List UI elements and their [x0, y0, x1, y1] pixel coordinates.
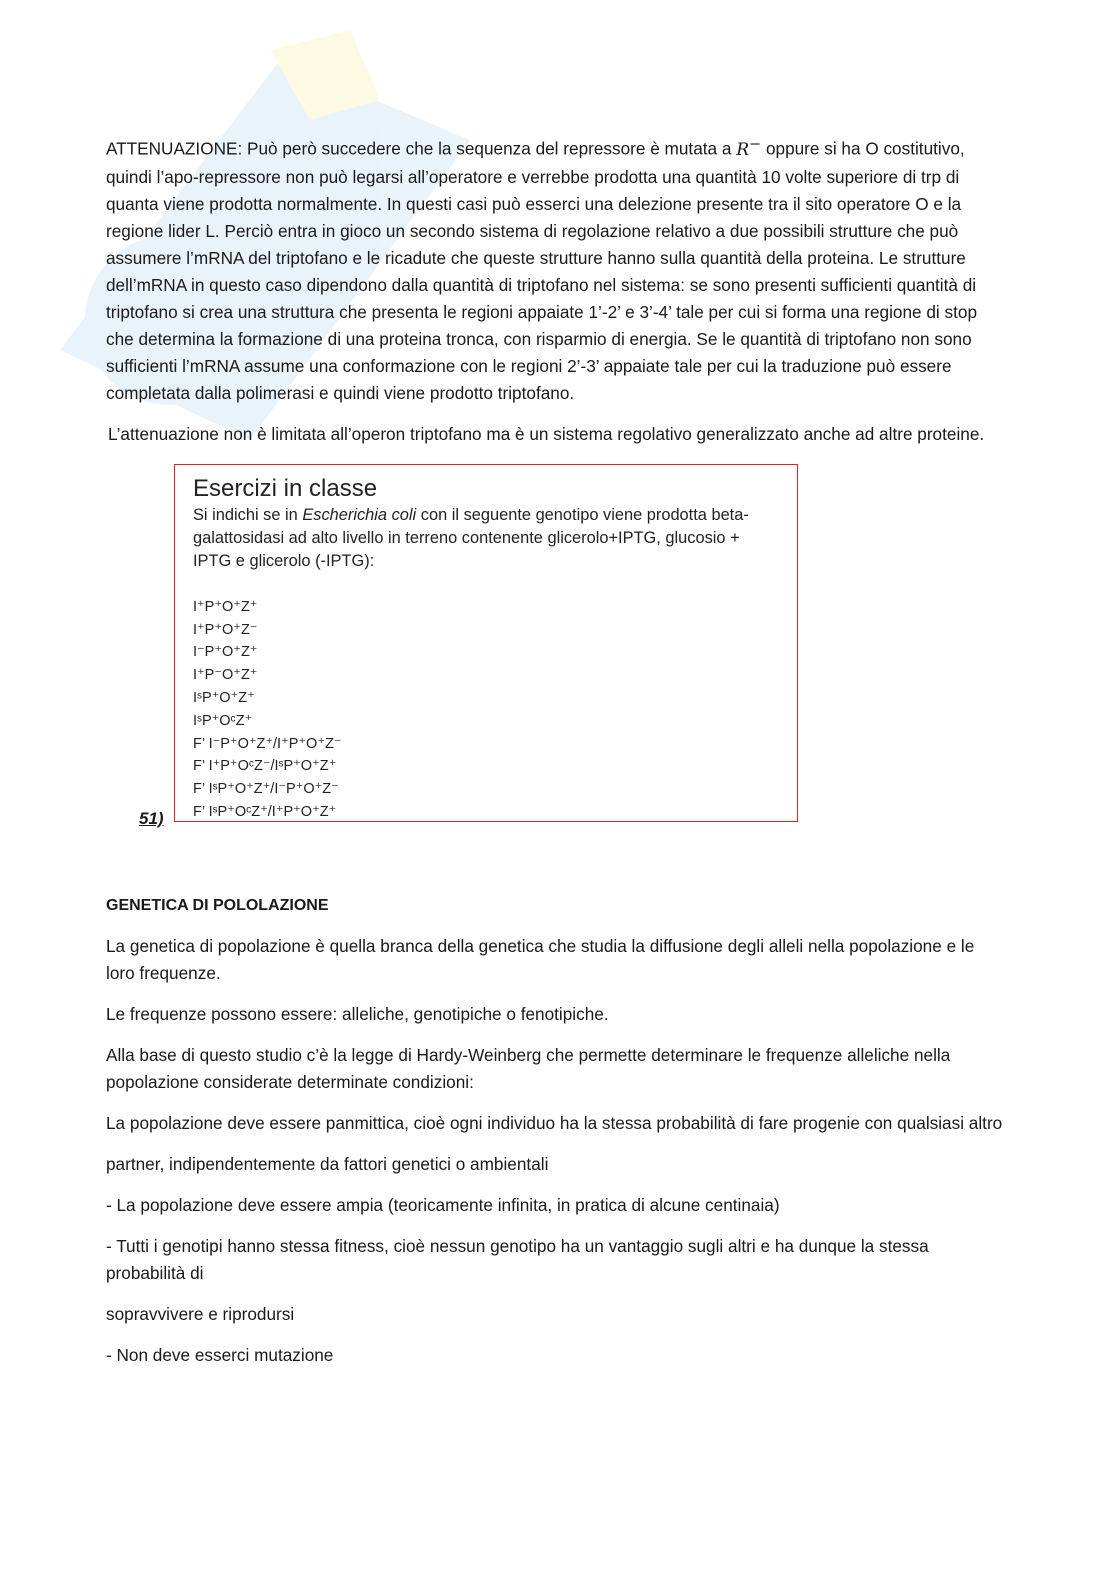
genotype-item: F’ IˢP⁺O⁺Z⁺/I⁻P⁺O⁺Z⁻ — [193, 781, 339, 798]
intro-lead: ATTENUAZIONE: Può però succedere che la sequenza del repressore è mutata a — [106, 138, 737, 159]
body-paragraph: - Non deve esserci mutazione — [106, 1344, 334, 1365]
paragraph-list — [106, 933, 1006, 1369]
genotype-item: F’ I⁻P⁺O⁺Z⁺/I⁺P⁺O⁺Z⁻ — [193, 735, 342, 752]
exercise-question: Si indichi se in Escherichia coli con il seguente genotipo viene prodotta beta-galattosidasi ad alto livello in terreno contenente glicerolo+IPTG, glucosio + IPTG e glicerolo (-IPTG): — [193, 505, 749, 570]
attenuation-note: L’attenuazione non è limitata all’operon triptofano ma è un sistema regolativo generalizzato anche ad altre proteine. — [108, 423, 985, 444]
genotype-item: I⁺P⁺O⁺Z⁻ — [193, 621, 258, 638]
genotype-item: I⁺P⁻O⁺Z⁺ — [193, 667, 258, 684]
intro-rest: oppure si ha O costitutivo, quindi l’apo-repressore non può legarsi all’operatore e verrebbe prodotta una quantità 10 volte superiore di trp di quanta viene prodotta normalmente. In questi casi può esserci una delezione presente tra il sito operatore O e la regione lider L. Perciò entra in gioco un secondo sistema di regolazione relativo a due possibili strutture che può assumere l’mRNA del triptofano e le ricadute che queste strutture hanno sulla quantità della proteina. Le strutture dell’mRNA in questo caso dipendono dalla quantità di triptofano nel sistema: se sono presenti sufficienti quantità di triptofano si crea una struttura che presenta le regioni appaiate 1’-2’ e 3’-4’ tale per cui si forma una regione di stop che determina la formazione di una proteina tronca, con risparmio di energia. Se le quantità di triptofano non sono sufficienti l’mRNA assume una conformazione con le regioni 2’-3’ appaiate tale per cui la traduzione può essere completata dalla polimerasi e quindi viene prodotto triptofano. — [106, 138, 978, 403]
body-paragraph: - La popolazione deve essere ampia (teoricamente infinita, in pratica di alcune centinaia) — [106, 1194, 780, 1215]
exercise-title: Esercizi in classe — [193, 474, 378, 502]
genotype-item: IˢP⁺O⁺Z⁺ — [193, 689, 255, 706]
body-paragraph: Le frequenze possono essere: alleliche, genotipiche o fenotipiche. — [106, 1003, 609, 1024]
body-paragraph: sopravvivere e riprodursi — [106, 1303, 295, 1324]
genotype-item: F’ I⁺P⁺OᶜZ⁻/IˢP⁺O⁺Z⁺ — [193, 758, 337, 775]
attenuation-paragraph — [106, 131, 1006, 407]
exercise-number: 51) — [139, 808, 164, 828]
exercise-box — [174, 464, 798, 822]
organism-name: Escherichia coli — [302, 505, 417, 524]
body-paragraph: Alla base di questo studio c’è la legge di Hardy-Weinberg che permette determinare le frequenze alleliche nella popolazione considerate determinate condizioni: — [106, 1044, 951, 1092]
document-body — [106, 131, 1006, 1383]
body-paragraph: La genetica di popolazione è quella branca della genetica che studia la diffusione degli alleli nella popolazione e le loro frequenze. — [106, 935, 975, 983]
genotype-list — [193, 596, 779, 824]
genotype-item: F’ IˢP⁺OᶜZ⁺/I⁺P⁺O⁺Z⁺ — [193, 803, 337, 820]
body-paragraph: - Tutti i genotipi hanno stessa fitness, cioè nessun genotipo ha un vantaggio sugli altri e ha dunque la stessa probabilità di — [106, 1235, 929, 1283]
genotype-item: I⁺P⁺O⁺Z⁺ — [193, 598, 258, 615]
repressor-symbol: R− — [736, 136, 762, 160]
genotype-item: IˢP⁺OᶜZ⁺ — [193, 712, 253, 729]
exercise-row — [106, 464, 1006, 844]
section-title: GENETICA DI POLOLAZIONE — [106, 896, 329, 914]
body-paragraph: partner, indipendentemente da fattori genetici o ambientali — [106, 1153, 549, 1174]
genotype-item: I⁻P⁺O⁺Z⁺ — [193, 644, 258, 661]
body-paragraph: La popolazione deve essere panmittica, cioè ogni individuo ha la stessa probabilità di fare progenie con qualsiasi altro — [106, 1112, 1003, 1133]
